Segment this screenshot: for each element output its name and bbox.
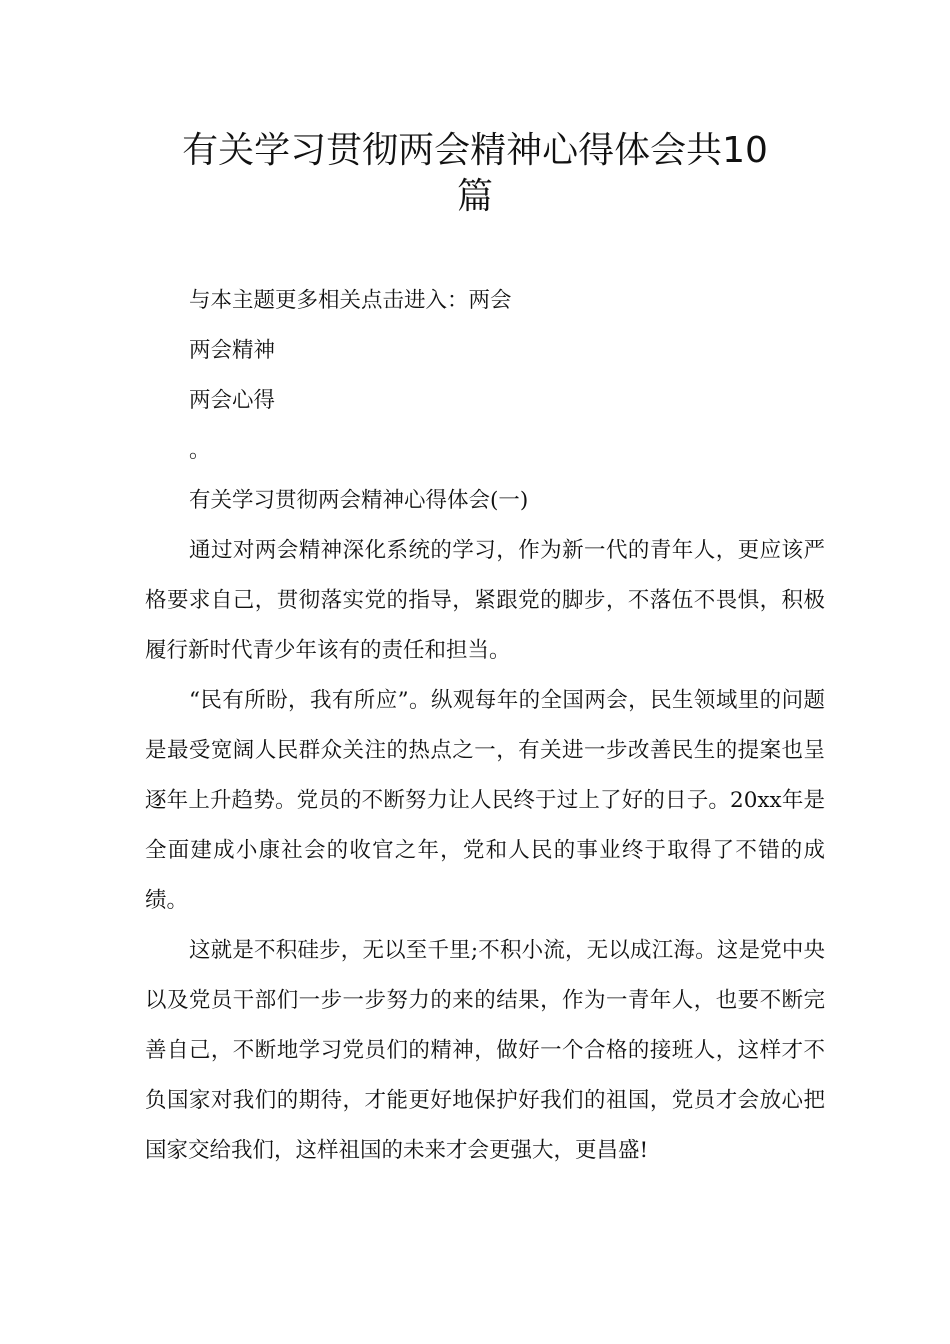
title-line-2: 篇	[456, 176, 493, 217]
document-body	[145, 276, 825, 1176]
related-link-lianghui-jingshen[interactable]: 两会精神	[189, 338, 276, 363]
section-heading: 有关学习贯彻两会精神心得体会(一)	[189, 488, 529, 513]
title-line-1: 有关学习贯彻两会精神心得体会共10	[182, 130, 768, 171]
related-link-lianghui-xinde[interactable]: 两会心得	[189, 388, 276, 413]
paragraph-2: “民有所盼，我有所应”。纵观每年的全国两会，民生领域里的问题是最受宽阔人民群众关注的热点之一，有关进一步改善民生的提案也呈逐年上升趋势。党员的不断努力让人民终于过上了好的日子。20xx年是全面建成小康社会的收官之年，党和人民的事业终于取得了不错的成绩。	[145, 688, 825, 913]
paragraph-3: 这就是不积硅步，无以至千里;不积小流，无以成江海。这是党中央以及党员干部们一步一步努力的来的结果，作为一青年人，也要不断完善自己，不断地学习党员们的精神，做好一个合格的接班人，这样才不负国家对我们的期待，才能更好地保护好我们的祖国，党员才会放心把国家交给我们，这样祖国的未来才会更强大，更昌盛!	[145, 938, 825, 1163]
paragraph-1: 通过对两会精神深化系统的学习，作为新一代的青年人，更应该严格要求自己，贯彻落实党的指导，紧跟党的脚步，不落伍不畏惧，积极履行新时代青少年该有的责任和担当。	[145, 538, 825, 663]
related-links-intro[interactable]: 与本主题更多相关点击进入：两会	[189, 288, 512, 313]
period-mark: 。	[189, 438, 211, 463]
document-title	[120, 128, 830, 220]
